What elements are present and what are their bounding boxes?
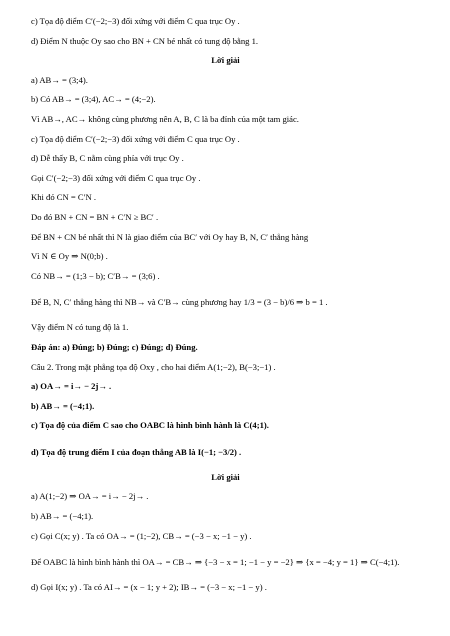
text-line: Có NB→ = (1;3 − b); C′B→ = (3;6) . <box>31 270 160 281</box>
text-line: Để OABC là hình bình hành thì OA→ = CB→ ⇒ {−3 − x = 1; −1 − y = −2} ⇒ {x = −4; y = 1} ⇒ C(−4;1). <box>31 557 400 568</box>
text-line: b) AB→ = (−4;1). <box>31 400 95 411</box>
text-line: b) Có AB→ = (3;4), AC→ = (4;−2). <box>31 94 156 105</box>
text-line: Đáp án: a) Đúng; b) Đúng; c) Đúng; d) Đúng. <box>31 341 198 352</box>
text-line: Câu 2. Trong mặt phẳng tọa độ Oxy , cho hai điểm A(1;−2), B(−3;−1) . <box>31 361 276 372</box>
text-line: d) Gọi I(x; y) . Ta có AI→ = (x − 1; y + 2); IB→ = (−3 − x; −1 − y) . <box>31 582 267 593</box>
text-line: Vì N ∈ Oy ⇒ N(0;b) . <box>31 251 108 262</box>
text-line: c) Tọa độ điểm C′(−2;−3) đối xứng với điểm C qua trục Oy . <box>31 133 240 144</box>
section-heading: Lời giải <box>211 471 240 482</box>
text-line: Để B, N, C′ thẳng hàng thì NB→ và C′B→ cùng phương hay 1/3 = (3 − b)/6 ⇒ b = 1 . <box>31 297 328 308</box>
text-line: c) Tọa độ điểm C′(−2;−3) đối xứng với điểm C qua trục Oy . <box>31 16 240 26</box>
text-line: Để BN + CN bé nhất thì N là giao điểm của BC′ với Oy hay B, N, C′ thẳng hàng <box>31 231 309 242</box>
text-line: a) A(1;−2) ⇒ OA→ = i→ − 2j→ . <box>31 491 149 502</box>
text-line: Vì AB→, AC→ không cùng phương nên A, B, C là ba đỉnh của một tam giác. <box>31 113 299 124</box>
text-line: d) Dễ thấy B, C nằm cùng phía với trục Oy . <box>31 153 184 164</box>
text-line: d) Điểm N thuộc Oy sao cho BN + CN bé nhất có tung độ bằng 1. <box>31 35 259 46</box>
text-line: Vậy điểm N có tung độ là 1. <box>31 322 129 333</box>
document-body <box>31 12 420 598</box>
text-line: d) Tọa độ trung điểm I của đoạn thẳng AB là I(−1; −3/2) . <box>31 446 242 457</box>
text-line: b) AB→ = (−4;1). <box>31 511 94 522</box>
section-heading: Lời giải <box>211 55 240 66</box>
text-line: a) OA→ = i→ − 2j→ . <box>31 381 112 392</box>
text-line: Do đó BN + CN = BN + C′N ≥ BC′ . <box>31 211 159 222</box>
text-line: Khi đó CN = C′N . <box>31 192 96 203</box>
text-line: c) Tọa độ của điểm C sao cho OABC là hình bình hành là C(4;1). <box>31 420 269 431</box>
text-line: a) AB→ = (3;4). <box>31 74 88 85</box>
text-line: Gọi C′(−2;−3) đối xứng với điểm C qua trục Oy . <box>31 172 201 183</box>
text-line: c) Gọi C(x; y) . Ta có OA→ = (1;−2), CB→ = (−3 − x; −1 − y) . <box>31 530 252 541</box>
